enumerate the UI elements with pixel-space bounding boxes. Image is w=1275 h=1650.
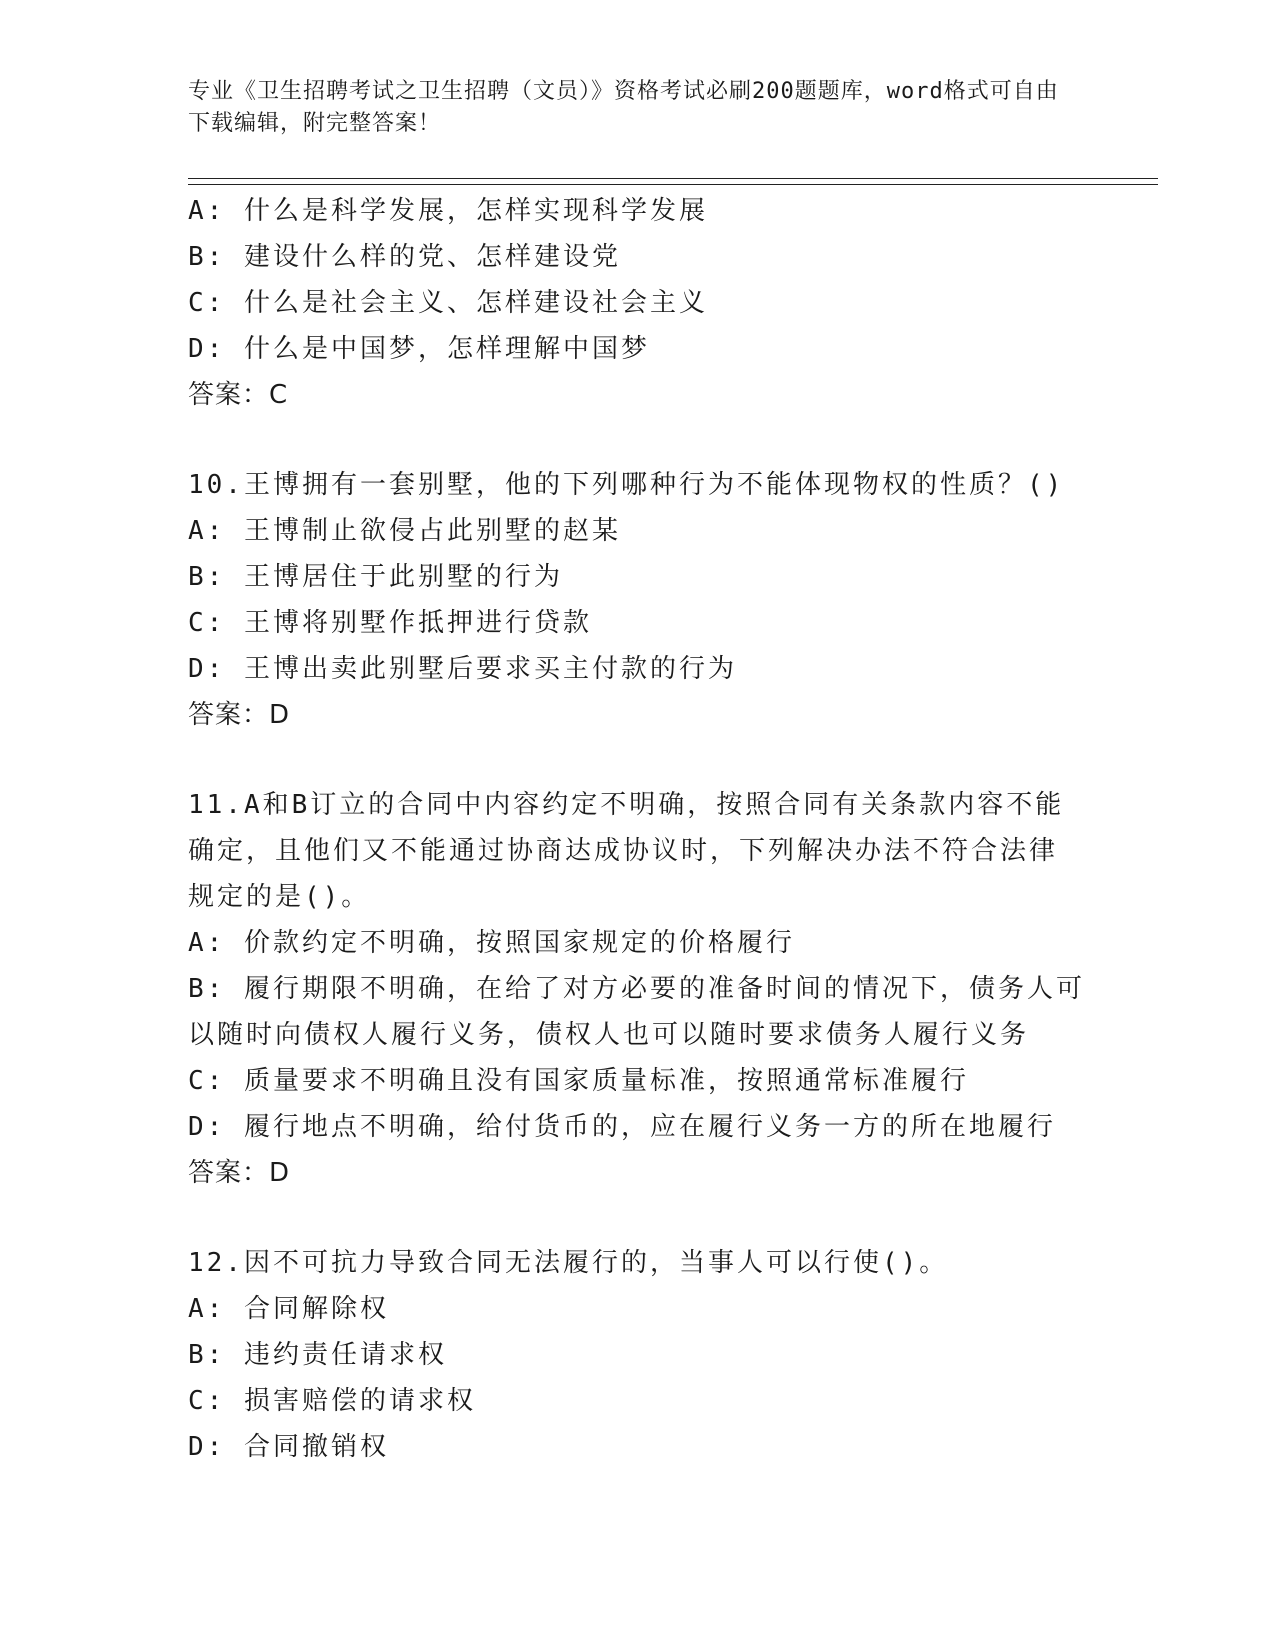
- header-divider-bottom: [188, 184, 1158, 185]
- spacer: [188, 738, 1088, 782]
- option-c: C: 损害赔偿的请求权: [188, 1386, 476, 1416]
- question-list: [188, 188, 1088, 1470]
- option-d: D: 履行地点不明确，给付货币的，应在履行义务一方的所在地履行: [188, 1112, 1056, 1142]
- question-block-prev: [188, 188, 1088, 418]
- question-stem: 12.因不可抗力导致合同无法履行的，当事人可以行使()。: [188, 1248, 949, 1278]
- spacer: [188, 418, 1088, 462]
- option-a: A: 王博制止欲侵占此别墅的赵某: [188, 516, 621, 546]
- option-b: B: 履行期限不明确，在给了对方必要的准备时间的情况下，债务人可: [188, 974, 1085, 1004]
- document-header: [188, 76, 1068, 140]
- question-stem-line: 11.A和B订立的合同中内容约定不明确，按照合同有关条款内容不能: [188, 790, 1065, 820]
- answer: 答案：D: [188, 1158, 291, 1188]
- option-b: B: 建设什么样的党、怎样建设党: [188, 242, 621, 272]
- option-b: B: 王博居住于此别墅的行为: [188, 562, 563, 592]
- question-stem: 10.王博拥有一套别墅，他的下列哪种行为不能体现物权的性质？(): [188, 470, 1065, 500]
- option-d: D: 王博出卖此别墅后要求买主付款的行为: [188, 654, 737, 684]
- question-stem-line: 确定，且他们又不能通过协商达成协议时，下列解决办法不符合法律: [188, 836, 1059, 866]
- spacer: [188, 1196, 1088, 1240]
- option-c: C: 质量要求不明确且没有国家质量标准，按照通常标准履行: [188, 1066, 969, 1096]
- question-stem-line: 规定的是()。: [188, 882, 371, 912]
- question-block-11: [188, 782, 1088, 1196]
- answer: 答案：C: [188, 380, 289, 410]
- option-b: B: 违约责任请求权: [188, 1340, 447, 1370]
- option-c: C: 什么是社会主义、怎样建设社会主义: [188, 288, 708, 318]
- header-text: 专业《卫生招聘考试之卫生招聘（文员）》资格考试必刷200题题库，word格式可自由下载编辑，附完整答案！: [188, 79, 1059, 136]
- option-b-continuation: 以随时向债权人履行义务，债权人也可以随时要求债务人履行义务: [188, 1020, 1030, 1050]
- header-divider-top: [188, 178, 1158, 179]
- question-block-10: [188, 462, 1088, 738]
- answer: 答案：D: [188, 700, 291, 730]
- option-a: A: 合同解除权: [188, 1294, 389, 1324]
- question-block-12: [188, 1240, 1088, 1470]
- option-d: D: 合同撤销权: [188, 1432, 389, 1462]
- option-a: A: 价款约定不明确，按照国家规定的价格履行: [188, 928, 795, 958]
- option-d: D: 什么是中国梦，怎样理解中国梦: [188, 334, 650, 364]
- option-c: C: 王博将别墅作抵押进行贷款: [188, 608, 592, 638]
- option-a: A: 什么是科学发展，怎样实现科学发展: [188, 196, 708, 226]
